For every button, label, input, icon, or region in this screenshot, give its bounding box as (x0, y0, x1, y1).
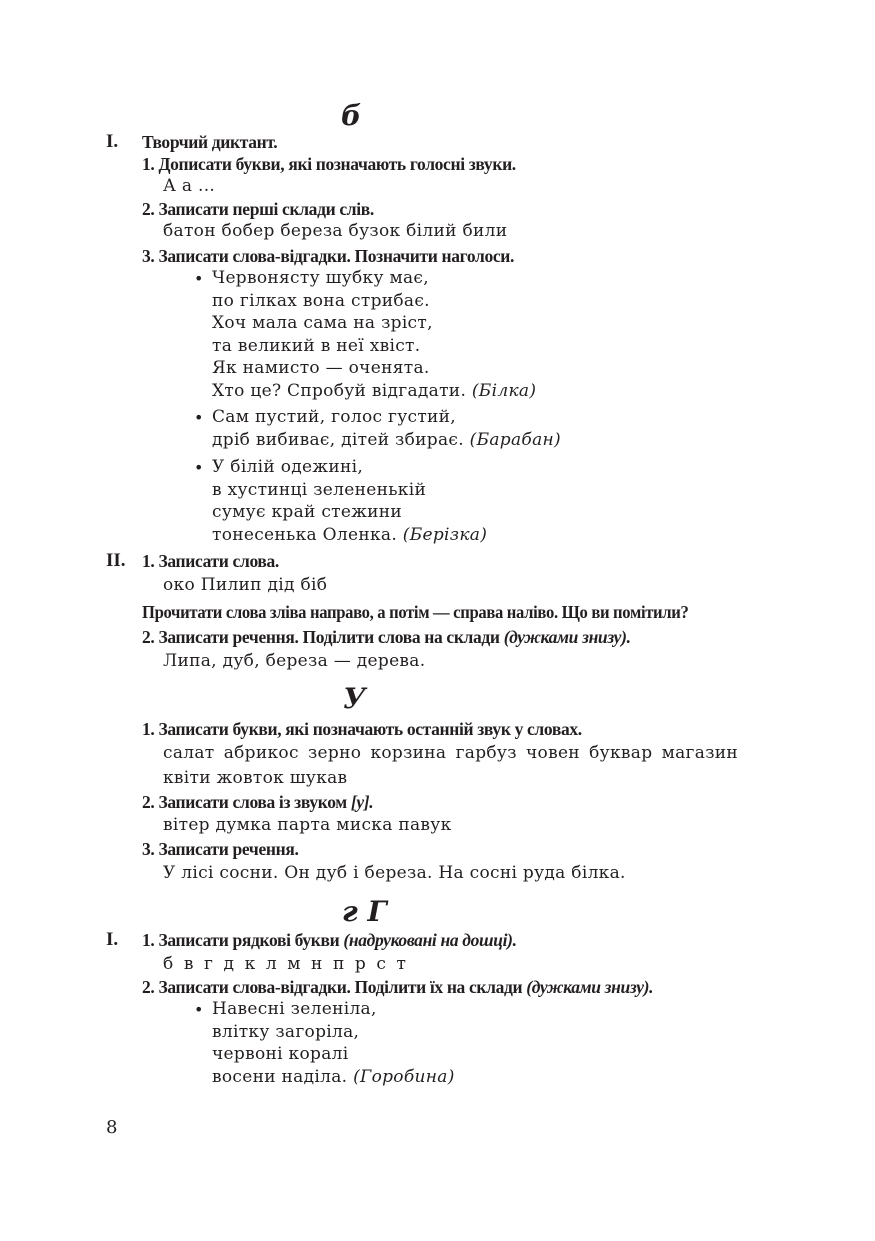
task-label-text: 1. Записати рядкові букви (142, 930, 340, 950)
section-heading-u: У (343, 682, 366, 715)
task-label: 1. Дописати букви, які позначають голосні звуки. (142, 154, 516, 174)
task-label-italic: (дужками знизу). (526, 977, 654, 997)
riddle-line: та великий в неї хвіст. (212, 335, 421, 356)
task-label: 1. Записати букви, які позначають останній звук у словах. (142, 719, 582, 739)
riddle-line: дріб вибиває, дітей збирає. (212, 429, 464, 450)
riddle-line-last (212, 1066, 455, 1089)
riddle-line-last (212, 524, 487, 547)
task-content: салат абрикос зерно корзина гарбуз човен буквар магазин (163, 743, 739, 763)
riddle-line: восени наділа. (212, 1066, 348, 1087)
task-label-text: 2. Записати слова із звуком (142, 792, 347, 812)
section-heading-g: г Г (342, 895, 387, 928)
riddle (212, 998, 455, 1088)
task-label-italic: (дужками знизу). (503, 627, 631, 647)
task-label: 3. Записати речення. (142, 839, 299, 859)
riddle-line: Навесні зеленіла, (212, 999, 377, 1019)
task-label-italic: [у]. (350, 792, 374, 812)
bullet-icon: • (194, 408, 204, 427)
riddle-line: Сам пустий, голос густий, (212, 407, 456, 427)
riddle-line-last (212, 380, 536, 403)
riddle-line: Хоч мала сама на зріст, (212, 313, 433, 333)
bullet-icon: • (194, 1000, 204, 1019)
roman-numeral: II. (106, 550, 126, 571)
riddle-line: по гілках вона стрибає. (212, 290, 430, 311)
task-label (142, 929, 517, 951)
roman-numeral: I. (106, 929, 119, 950)
riddle-line: влітку загоріла, (212, 1021, 360, 1042)
task-label: 3. Записати слова-відгадки. Позначити наголоси. (142, 246, 515, 266)
task-content: квіти жовток шукав (163, 768, 348, 788)
task-note: Прочитати слова зліва направо, а потім — справа наліво. Що ви помітили? (142, 602, 689, 622)
riddle (212, 456, 487, 546)
task-label-text: 2. Записати речення. Поділити слова на склади (142, 627, 500, 647)
riddle-line: в хустинці зелененькій (212, 479, 427, 500)
task-content: око Пилип дід біб (163, 575, 328, 595)
roman-numeral: I. (106, 131, 119, 152)
riddle-answer: (Барабан) (469, 429, 561, 450)
task-label-italic: (надруковані на дошці). (343, 930, 517, 950)
part-title: Творчий диктант. (142, 132, 278, 152)
riddle-line: Хто це? Спробуй відгадати. (212, 380, 467, 401)
riddle-line: Червонясту шубку має, (212, 268, 429, 288)
task-label-text: 2. Записати слова-відгадки. Поділити їх на склади (142, 977, 523, 997)
section-heading-b: б (341, 99, 362, 132)
riddle-line-last (212, 429, 561, 452)
riddle-answer: (Горобина) (353, 1066, 455, 1087)
riddle (212, 406, 561, 451)
task-content: вітер думка парта миска павук (163, 815, 452, 835)
riddle-line: У білій одежині, (212, 457, 364, 477)
task-content: Липа, дуб, береза — дерева. (163, 651, 426, 671)
riddle-line: тонесенька Оленка. (212, 524, 398, 545)
task-label (142, 791, 373, 813)
task-label: 1. Записати слова. (142, 551, 279, 571)
riddle-answer: (Берізка) (402, 524, 488, 545)
task-label (142, 976, 653, 998)
riddle-answer: (Білка) (471, 380, 537, 401)
bullet-icon: • (194, 269, 204, 288)
task-content: б в г д к л м н п р с т (163, 954, 409, 974)
task-content: А а ... (163, 176, 216, 196)
riddle (212, 267, 536, 402)
bullet-icon: • (194, 458, 204, 477)
page-number: 8 (106, 1117, 118, 1138)
riddle-line: Як намисто — оченята. (212, 358, 430, 378)
riddle-line: сумує край стежини (212, 502, 403, 522)
task-content: У лісі сосни. Он дуб і береза. На сосні руда білка. (163, 863, 626, 883)
task-content: батон бобер береза бузок білий били (163, 221, 508, 241)
task-label: 2. Записати перші склади слів. (142, 199, 374, 219)
riddle-line: червоні коралі (212, 1044, 349, 1064)
task-label (142, 626, 631, 648)
